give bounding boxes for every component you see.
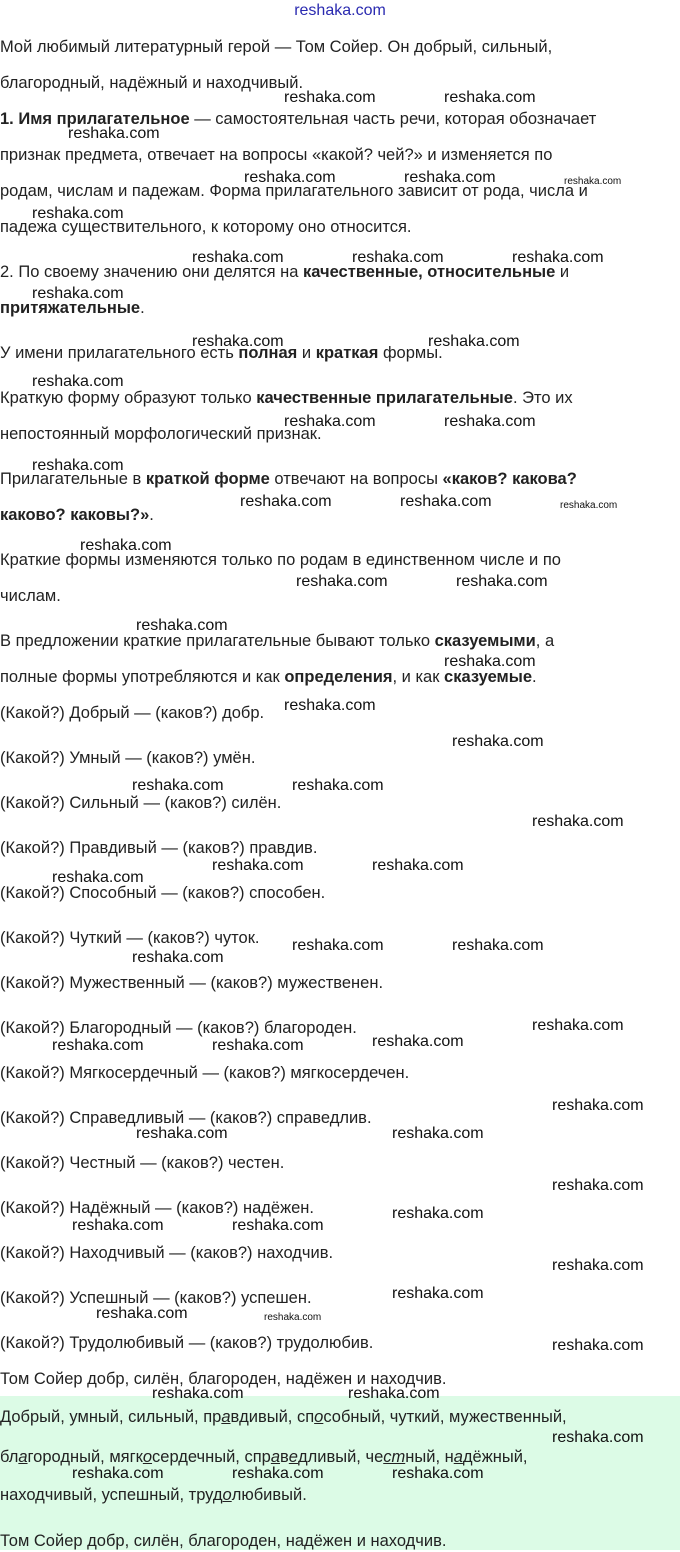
answer-text: любивый. bbox=[231, 1486, 307, 1504]
watermark: reshaka.com bbox=[132, 777, 224, 794]
watermark: reshaka.com bbox=[404, 169, 496, 186]
watermark: reshaka.com bbox=[136, 1125, 228, 1142]
watermark: reshaka.com bbox=[212, 857, 304, 874]
site-header[interactable]: reshaka.com bbox=[294, 2, 386, 19]
watermark: reshaka.com bbox=[444, 89, 536, 106]
watermark: reshaka.com bbox=[80, 537, 172, 554]
watermark: reshaka.com bbox=[452, 937, 544, 954]
p1-rest: — самостоятельная часть речи, которая обозначает bbox=[189, 110, 597, 128]
p7-bold-1: сказуемыми bbox=[434, 632, 536, 650]
watermark: reshaka.com bbox=[232, 1217, 324, 1234]
watermark: reshaka.com bbox=[240, 493, 332, 510]
answer-text: дливый, че bbox=[297, 1448, 384, 1466]
answer-highlight: е bbox=[288, 1448, 298, 1466]
watermark: reshaka.com bbox=[348, 1385, 440, 1402]
p2-mid: и bbox=[555, 263, 570, 281]
answer-text: Добрый, умный, сильный, пр bbox=[0, 1408, 222, 1426]
p2-bold-2: притяжательные bbox=[0, 299, 141, 317]
p3-pre: У имени прилагательного есть bbox=[0, 344, 239, 362]
watermark: reshaka.com bbox=[52, 869, 144, 886]
p6-line-1: Краткие формы изменяются только по родам в единственном числе и по bbox=[0, 551, 561, 569]
p5-bold-3: каково? каковы?» bbox=[0, 506, 150, 524]
answer-highlight: ст bbox=[383, 1448, 406, 1466]
watermark: reshaka.com bbox=[564, 176, 622, 187]
watermark: reshaka.com bbox=[232, 1465, 324, 1482]
watermark: reshaka.com bbox=[192, 333, 284, 350]
watermark: reshaka.com bbox=[296, 573, 388, 590]
watermark: reshaka.com bbox=[72, 1465, 164, 1482]
watermark: reshaka.com bbox=[552, 1177, 644, 1194]
answer-text: городный, мягк bbox=[27, 1448, 143, 1466]
p2-bold-1: качественные, относительные bbox=[303, 263, 556, 281]
pair-line: (Какой?) Благородный — (каков?) благороден. bbox=[0, 1019, 357, 1037]
watermark: reshaka.com bbox=[428, 333, 520, 350]
answer-highlight: а bbox=[453, 1448, 463, 1466]
p7-l2-mid: , и как bbox=[392, 668, 445, 686]
p7-l2-pre: полные формы употребляются и как bbox=[0, 668, 285, 686]
watermark: reshaka.com bbox=[552, 1429, 644, 1446]
watermark: reshaka.com bbox=[552, 1257, 644, 1274]
watermark: reshaka.com bbox=[392, 1285, 484, 1302]
pair-line: (Какой?) Добрый — (каков?) добр. bbox=[0, 704, 265, 722]
pair-line: (Какой?) Сильный — (каков?) силён. bbox=[0, 794, 282, 812]
p7-line-1 bbox=[0, 630, 554, 652]
watermark: reshaka.com bbox=[512, 249, 604, 266]
pair-line: (Какой?) Способный — (каков?) способен. bbox=[0, 884, 326, 902]
p1-line-2: признак предмета, отвечает на вопросы «какой? чей?» и изменяется по bbox=[0, 146, 553, 164]
watermark: reshaka.com bbox=[444, 653, 536, 670]
pair-line: (Какой?) Трудолюбивый — (каков?) трудолюбив. bbox=[0, 1334, 374, 1352]
watermark: reshaka.com bbox=[452, 733, 544, 750]
watermark: reshaka.com bbox=[32, 373, 124, 390]
p5-line-2 bbox=[0, 504, 154, 526]
watermark: reshaka.com bbox=[352, 249, 444, 266]
p2-line-1 bbox=[0, 261, 569, 283]
p6-line-2: числам. bbox=[0, 587, 61, 605]
answer-highlight: а bbox=[270, 1448, 281, 1466]
watermark: reshaka.com bbox=[32, 285, 124, 302]
watermark: reshaka.com bbox=[96, 1305, 188, 1322]
p1-line-4: падежа существительного, к которому оно относится. bbox=[0, 218, 412, 236]
p4-end: . Это их bbox=[512, 389, 573, 407]
watermark: reshaka.com bbox=[392, 1125, 484, 1142]
p3-end: формы. bbox=[378, 344, 443, 362]
watermark: reshaka.com bbox=[264, 1312, 322, 1323]
watermark: reshaka.com bbox=[152, 1385, 244, 1402]
watermark: reshaka.com bbox=[292, 937, 384, 954]
watermark: reshaka.com bbox=[244, 169, 336, 186]
p4-bold: качественные прилагательные bbox=[256, 389, 513, 407]
watermark: reshaka.com bbox=[532, 1017, 624, 1034]
p4-line-2: непостоянный морфологический признак. bbox=[0, 425, 322, 443]
answer-text: дёжный, bbox=[462, 1448, 528, 1466]
watermark: reshaka.com bbox=[560, 500, 618, 511]
watermark: reshaka.com bbox=[192, 249, 284, 266]
p7-bold-3: сказуемые bbox=[444, 668, 533, 686]
watermark: reshaka.com bbox=[532, 813, 624, 830]
p5-mid: отвечают на вопросы bbox=[269, 470, 443, 488]
p3-bold-1: полная bbox=[238, 344, 298, 362]
answer-text: сердечный, спр bbox=[152, 1448, 271, 1466]
watermark: reshaka.com bbox=[400, 493, 492, 510]
p5-pre: Прилагательные в bbox=[0, 470, 146, 488]
answer-highlight: о bbox=[314, 1408, 324, 1426]
pair-line: (Какой?) Справедливый — (каков?) справедлив. bbox=[0, 1109, 372, 1127]
watermark: reshaka.com bbox=[284, 89, 376, 106]
pair-line: (Какой?) Мягкосердечный — (каков?) мягкосердечен. bbox=[0, 1064, 410, 1082]
answer-line-1 bbox=[0, 1406, 567, 1428]
p2-end: . bbox=[140, 299, 145, 317]
answer-highlight: о bbox=[222, 1486, 232, 1504]
answer-highlight: о bbox=[142, 1448, 153, 1466]
watermark: reshaka.com bbox=[68, 125, 160, 142]
watermark: reshaka.com bbox=[52, 1037, 144, 1054]
watermark: reshaka.com bbox=[284, 413, 376, 430]
pair-line: (Какой?) Честный — (каков?) честен. bbox=[0, 1154, 285, 1172]
p4-pre: Краткую форму образуют только bbox=[0, 389, 257, 407]
p1-num: 1. bbox=[0, 110, 19, 128]
watermark: reshaka.com bbox=[32, 457, 124, 474]
p3-bold-2: краткая bbox=[315, 344, 379, 362]
answer-highlight: а bbox=[221, 1408, 231, 1426]
watermark: reshaka.com bbox=[32, 205, 124, 222]
watermark: reshaka.com bbox=[72, 1217, 164, 1234]
p1-line-3: родам, числам и падежам. Форма прилагательного зависит от рода, числа и bbox=[0, 182, 588, 200]
p7-l2-end: . bbox=[532, 668, 537, 686]
watermark: reshaka.com bbox=[392, 1205, 484, 1222]
pair-line: (Какой?) Умный — (каков?) умён. bbox=[0, 749, 256, 767]
watermark: reshaka.com bbox=[212, 1037, 304, 1054]
p5-bold-2: «каков? какова? bbox=[442, 470, 577, 488]
answer-text: в bbox=[280, 1448, 289, 1466]
answer-text: находчивый, успешный, труд bbox=[0, 1486, 223, 1504]
pair-line: (Какой?) Находчивый — (каков?) находчив. bbox=[0, 1244, 334, 1262]
watermark: reshaka.com bbox=[372, 857, 464, 874]
intro-line-2: благородный, надёжный и находчивый. bbox=[0, 74, 304, 92]
p1-term: Имя прилагательное bbox=[18, 110, 190, 128]
summary-line: Том Сойер добр, силён, благороден, надёжен и находчив. bbox=[0, 1370, 447, 1388]
pair-line: (Какой?) Успешный — (каков?) успешен. bbox=[0, 1289, 312, 1307]
watermark: reshaka.com bbox=[284, 697, 376, 714]
answer-summary: Том Сойер добр, силён, благороден, надёжен и находчив. bbox=[0, 1532, 447, 1550]
p2-pre: 2. По своему значению они делятся на bbox=[0, 263, 303, 281]
p5-bold-1: краткой форме bbox=[145, 470, 270, 488]
watermark: reshaka.com bbox=[136, 617, 228, 634]
p5-end: . bbox=[149, 506, 154, 524]
answer-text: вдивый, сп bbox=[230, 1408, 315, 1426]
answer-text: бл bbox=[0, 1448, 19, 1466]
p7-end: , а bbox=[535, 632, 555, 650]
watermark: reshaka.com bbox=[392, 1465, 484, 1482]
pair-line: (Какой?) Чуткий — (каков?) чуток. bbox=[0, 929, 260, 947]
answer-highlight: а bbox=[18, 1448, 28, 1466]
answer-text: собный, чуткий, мужественный, bbox=[323, 1408, 567, 1426]
p3-mid: и bbox=[297, 344, 316, 362]
watermark: reshaka.com bbox=[552, 1097, 644, 1114]
watermark: reshaka.com bbox=[292, 777, 384, 794]
pair-line: (Какой?) Надёжный — (каков?) надёжен. bbox=[0, 1199, 314, 1217]
answer-text: ный, н bbox=[405, 1448, 454, 1466]
watermark: reshaka.com bbox=[372, 1033, 464, 1050]
watermark: reshaka.com bbox=[456, 573, 548, 590]
watermark: reshaka.com bbox=[132, 949, 224, 966]
answer-line-3 bbox=[0, 1484, 307, 1506]
intro-line-1: Мой любимый литературный герой — Том Сойер. Он добрый, сильный, bbox=[0, 38, 553, 56]
p7-bold-2: определения bbox=[284, 668, 393, 686]
p7-pre: В предложении краткие прилагательные бывают только bbox=[0, 632, 435, 650]
pair-line: (Какой?) Правдивый — (каков?) правдив. bbox=[0, 839, 318, 857]
watermark: reshaka.com bbox=[444, 413, 536, 430]
watermark: reshaka.com bbox=[552, 1337, 644, 1354]
pair-line: (Какой?) Мужественный — (каков?) мужественен. bbox=[0, 974, 384, 992]
